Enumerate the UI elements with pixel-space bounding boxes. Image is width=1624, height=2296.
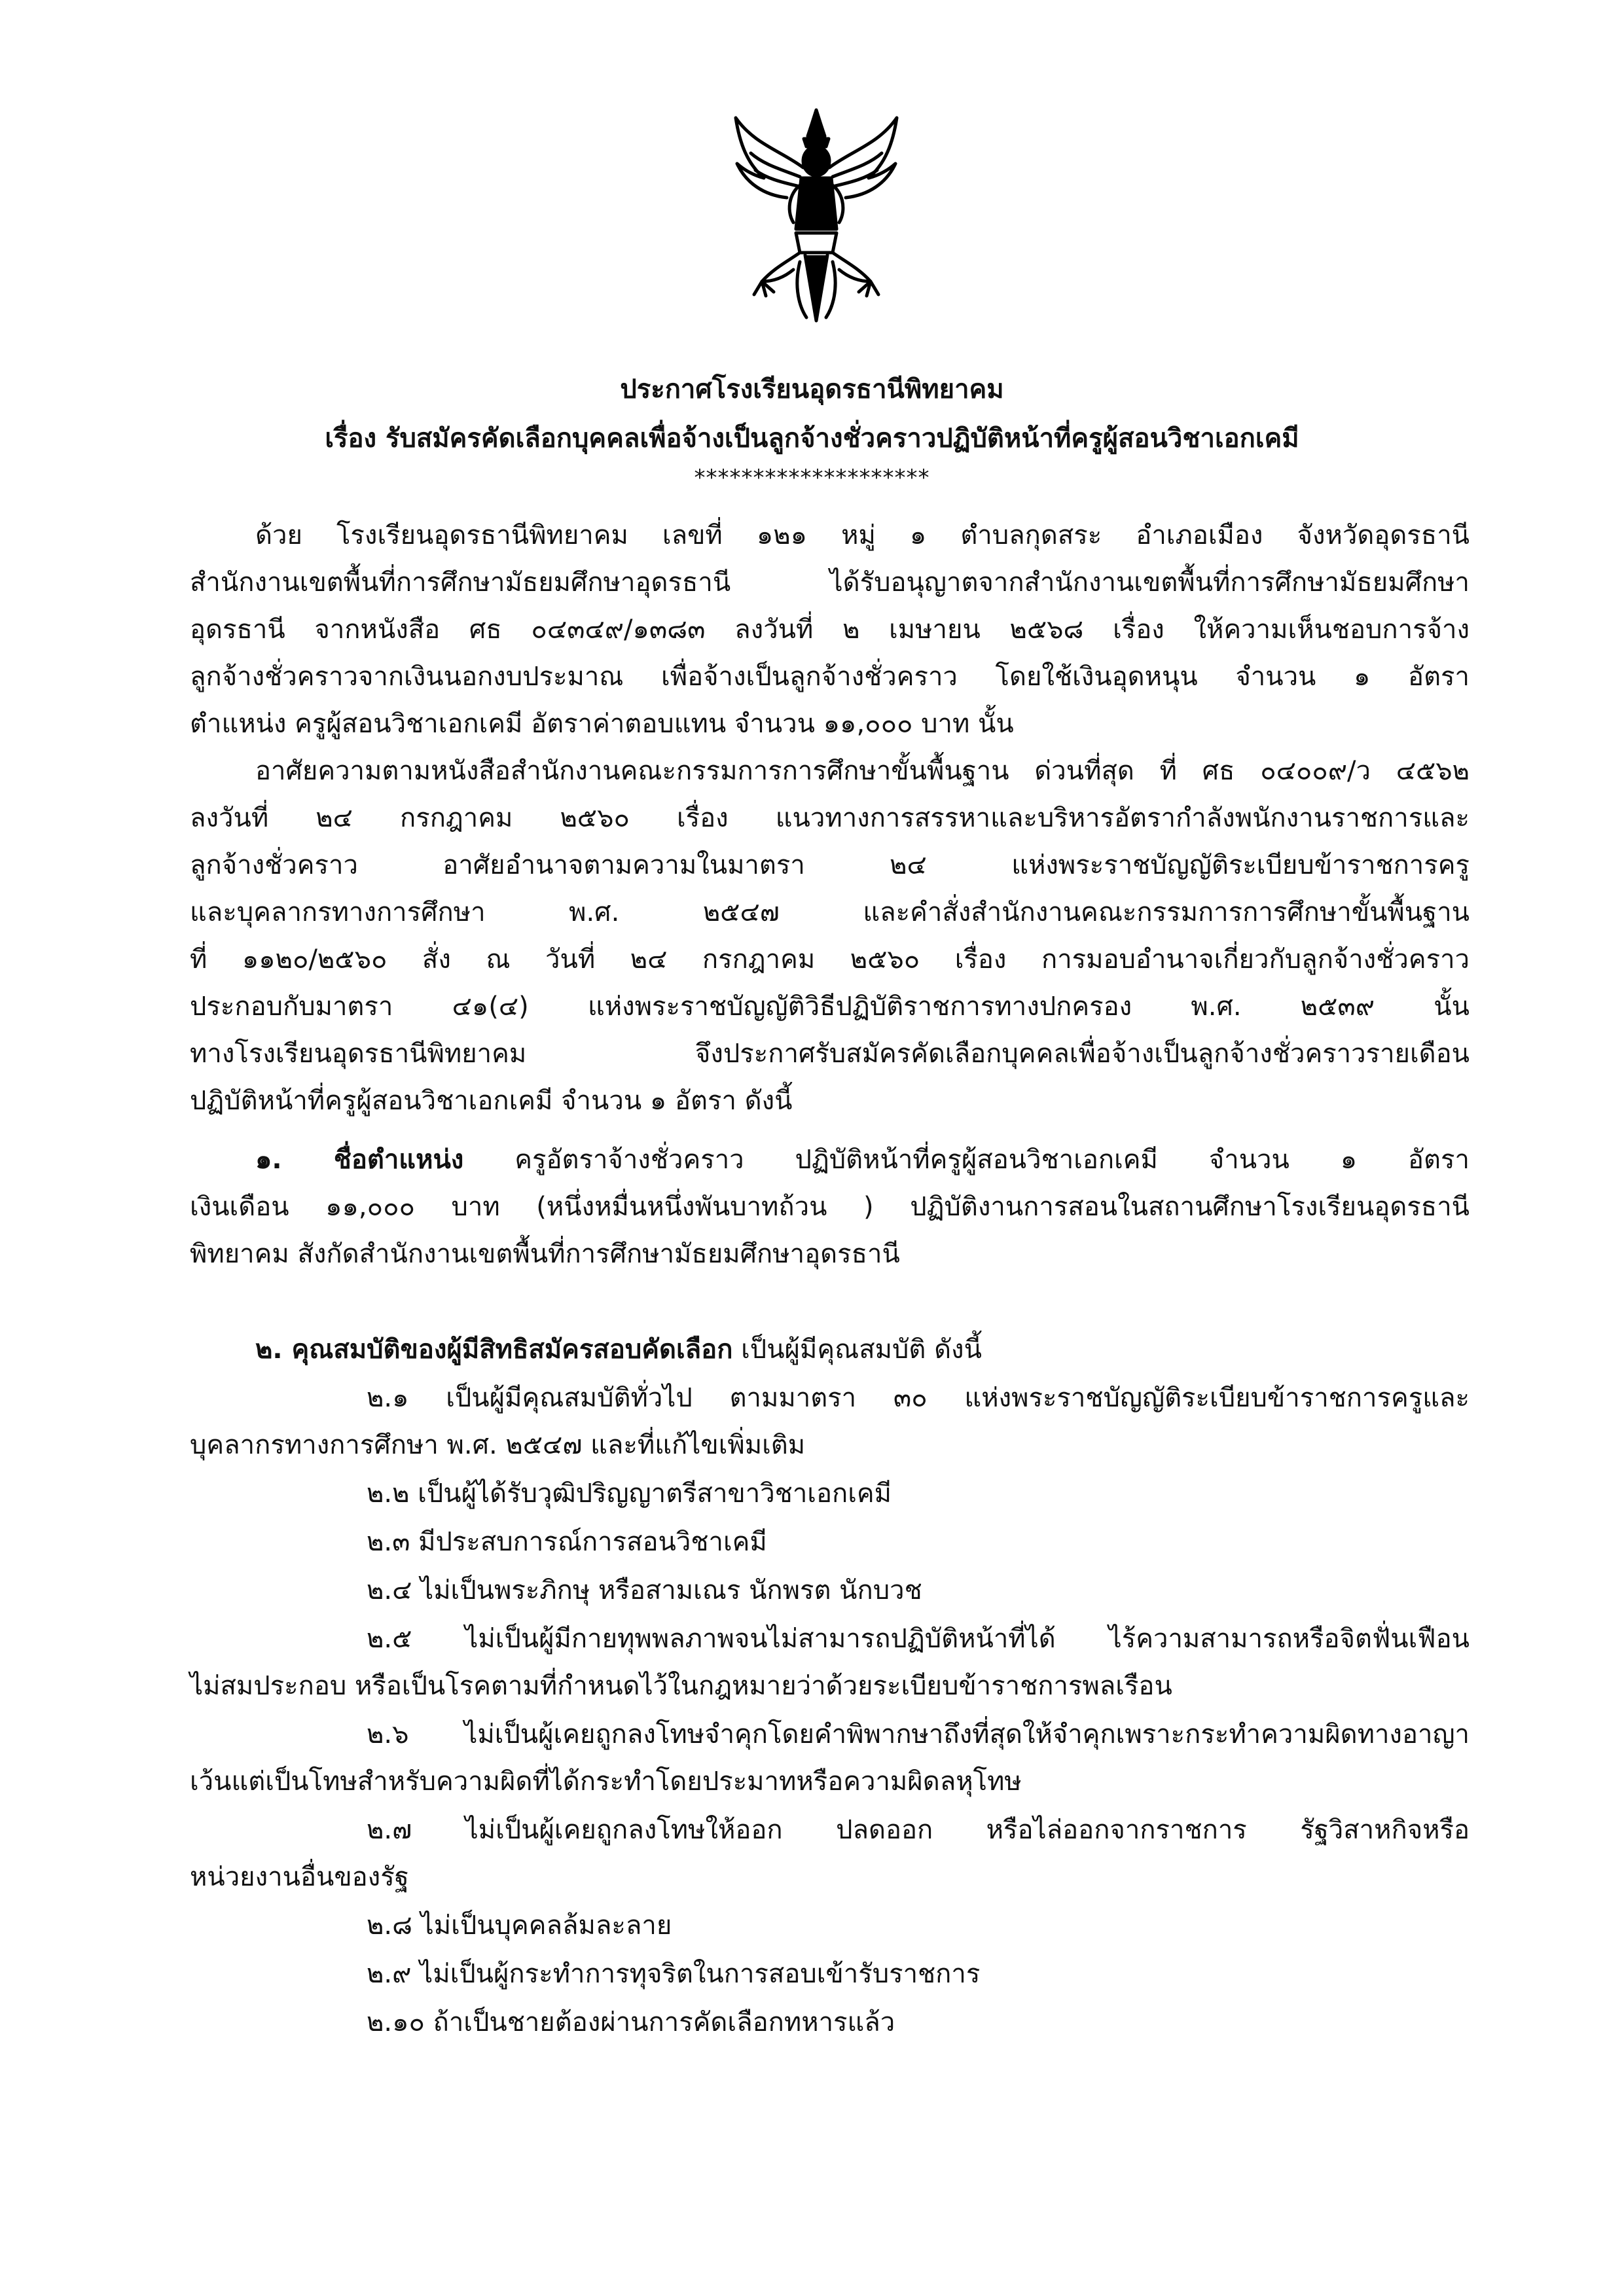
announcement-title: ประกาศโรงเรียนอุดรธานีพิทยาคม [620,374,1004,404]
qualification-item: หน่วยงานอื่นของรัฐ [190,1862,409,1892]
qualification-item: บุคลากรทางการศึกษา พ.ศ. ๒๕๔๗ และที่แก้ไขเพิ่มเติม [190,1430,806,1460]
section-1-line: เงินเดือน ๑๑,๐๐๐ บาท (หนึ่งหมื่นหนึ่งพันบาทถ้วน ) ปฏิบัติงานการสอนในสถานศึกษาโรงเรียนอุดรธานี [190,1192,1470,1222]
paragraph-line: ด้วย โรงเรียนอุดรธานีพิทยาคม เลขที่ ๑๒๑ หมู่ ๑ ตำบลกุดสระ อำเภอเมือง จังหวัดอุดรธานี [255,520,1470,550]
qualification-item: ไม่สมประกอบ หรือเป็นโรคตามที่กำหนดไว้ในกฎหมายว่าด้วยระเบียบข้าราชการพลเรือน [190,1671,1172,1701]
qualification-item: ๒.๕ ไม่เป็นผู้มีกายทุพพลภาพจนไม่สามารถปฏิบัติหน้าที่ได้ ไร้ความสามารถหรือจิตฟั่นเฟือน [367,1624,1470,1654]
paragraph-line: และบุคลากรทางการศึกษา พ.ศ. ๒๕๔๗ และคำสั่งสำนักงานคณะกรรมการการศึกษาขั้นพื้นฐาน [190,897,1470,927]
qualification-item: ๒.๖ ไม่เป็นผู้เคยถูกลงโทษจำคุกโดยคำพิพากษาถึงที่สุดให้จำคุกเพราะกระทำความผิดทางอาญา [367,1719,1470,1749]
qualification-item: ๒.๘ ไม่เป็นบุคคลล้มละลาย [367,1910,672,1941]
paragraph-line: ตำแหน่ง ครูผู้สอนวิชาเอกเคมี อัตราค่าตอบแทน จำนวน ๑๑,๐๐๐ บาท นั้น [190,709,1014,739]
qualification-item: ๒.๒ เป็นผู้ได้รับวุฒิปริญญาตรีสาขาวิชาเอกเคมี [367,1479,892,1509]
section-2-heading-text: เป็นผู้มีคุณสมบัติ ดังนี้ [732,1335,982,1365]
paragraph-line: ปฏิบัติหน้าที่ครูผู้สอนวิชาเอกเคมี จำนวน ๑ อัตรา ดังนี้ [190,1086,793,1116]
separator: ******************** [694,465,930,491]
paragraph-line: ลูกจ้างชั่วคราว อาศัยอำนาจตามความในมาตรา ๒๔ แห่งพระราชบัญญัติระเบียบข้าราชการครู [190,850,1470,880]
paragraph-line: ลูกจ้างชั่วคราวจากเงินนอกงบประมาณ เพื่อจ้างเป็นลูกจ้างชั่วคราว โดยใช้เงินอุดหนุน จำนวน ๑ อัตรา [190,662,1470,692]
paragraph-line: ทางโรงเรียนอุดรธานีพิทยาคม จึงประกาศรับสมัครคัดเลือกบุคคลเพื่อจ้างเป็นลูกจ้างชั่วคราวรายเดือน [190,1039,1470,1069]
garuda-emblem-icon [728,105,905,327]
paragraph-line: อาศัยความตามหนังสือสำนักงานคณะกรรมการการศึกษาขั้นพื้นฐาน ด่วนที่สุด ที่ ศธ ๐๔๐๐๙/ว ๔๕๖๒ [255,756,1470,786]
qualification-item: ๒.๑ เป็นผู้มีคุณสมบัติทั่วไป ตามมาตรา ๓๐ แห่งพระราชบัญญัติระเบียบข้าราชการครูและ [367,1383,1470,1413]
qualification-item: ๒.๓ มีประสบการณ์การสอนวิชาเคมี [367,1527,767,1557]
qualification-item: ๒.๑๐ ถ้าเป็นชายต้องผ่านการคัดเลือกทหารแล้ว [367,2007,895,2037]
qualification-item: ๒.๙ ไม่เป็นผู้กระทำการทุจริตในการสอบเข้ารับราชการ [367,1959,981,1989]
section-2-heading-line [255,1330,982,1369]
qualification-item: ๒.๗ ไม่เป็นผู้เคยถูกลงโทษให้ออก ปลดออก หรือไล่ออกจากราชการ รัฐวิสาหกิจหรือ [367,1815,1470,1845]
paragraph-line: สำนักงานเขตพื้นที่การศึกษามัธยมศึกษาอุดรธานี ได้รับอนุญาตจากสำนักงานเขตพื้นที่การศึกษามัธยมศึกษา [190,567,1470,598]
paragraph-line: ที่ ๑๑๒๐/๒๕๖๐ สั่ง ณ วันที่ ๒๔ กรกฎาคม ๒๕๖๐ เรื่อง การมอบอำนาจเกี่ยวกับลูกจ้างชั่วคราว [190,944,1470,975]
announcement-subject: เรื่อง รับสมัครคัดเลือกบุคคลเพื่อจ้างเป็นลูกจ้างชั่วคราวปฏิบัติหน้าที่ครูผู้สอนวิชาเอกเคมี [325,423,1299,454]
qualification-item: เว้นแต่เป็นโทษสำหรับความผิดที่ได้กระทำโดยประมาทหรือความผิดลหุโทษ [190,1767,1022,1797]
paragraph-line: ลงวันที่ ๒๔ กรกฎาคม ๒๕๖๐ เรื่อง แนวทางการสรรหาและบริหารอัตรากำลังพนักงานราชการและ [190,803,1470,833]
section-1-heading: ๑. ชื่อตำแหน่ง [255,1145,464,1175]
section-2-heading: ๒. คุณสมบัติของผู้มีสิทธิสมัครสอบคัดเลือก [255,1335,733,1365]
paragraph-line: อุดรธานี จากหนังสือ ศธ ๐๔๓๔๙/๑๓๘๓ ลงวันที่ ๒ เมษายน ๒๕๖๘ เรื่อง ให้ความเห็นชอบการจ้าง [190,615,1470,645]
section-1-line: พิทยาคม สังกัดสำนักงานเขตพื้นที่การศึกษามัธยมศึกษาอุดรธานี [190,1239,900,1269]
qualification-item: ๒.๔ ไม่เป็นพระภิกษุ หรือสามเณร นักพรต นักบวช [367,1575,922,1605]
paragraph-line: ประกอบกับมาตรา ๔๑(๔) แห่งพระราชบัญญัติวิธีปฏิบัติราชการทางปกครอง พ.ศ. ๒๕๓๙ นั้น [190,992,1470,1022]
section-1-line [255,1140,1470,1179]
section-1-text: ครูอัตราจ้างชั่วคราว ปฏิบัติหน้าที่ครูผู้สอนวิชาเอกเคมี จำนวน ๑ อัตรา [463,1145,1470,1175]
